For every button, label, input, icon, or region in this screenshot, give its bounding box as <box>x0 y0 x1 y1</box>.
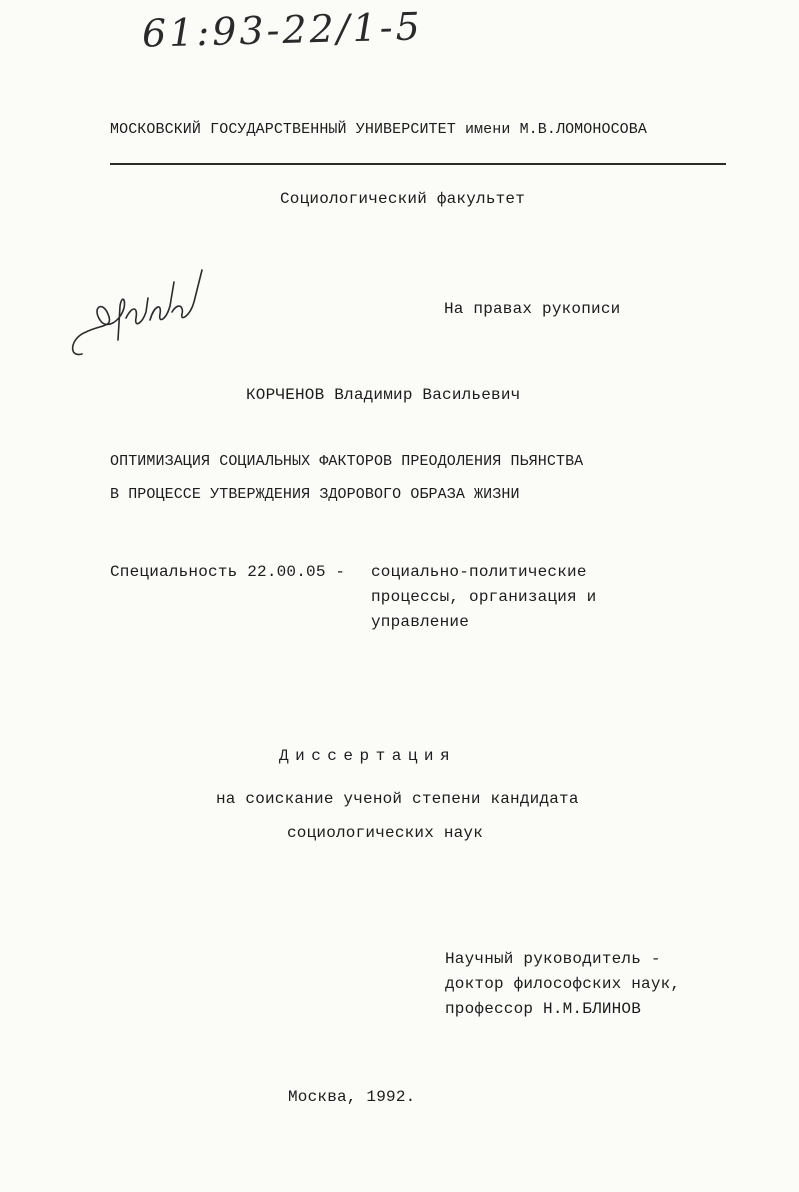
signature-drawing <box>62 262 222 372</box>
author-signature <box>62 262 222 372</box>
supervisor-line-1: Научный руководитель - <box>445 950 661 968</box>
degree-line-1: на соискание ученой степени кандидата <box>216 790 579 808</box>
supervisor-line-2: доктор философских наук, <box>445 975 681 993</box>
place-year: Москва, 1992. <box>288 1088 416 1106</box>
dissertation-title-line-1: ОПТИМИЗАЦИЯ СОЦИАЛЬНЫХ ФАКТОРОВ ПРЕОДОЛЕНИЯ ПЬЯНСТВА <box>110 453 584 470</box>
author-name: КОРЧЕНОВ Владимир Васильевич <box>246 386 521 404</box>
specialty-line-3: управление <box>371 613 470 631</box>
university-name: МОСКОВСКИЙ ГОСУДАРСТВЕННЫЙ УНИВЕРСИТЕТ имени М.В.ЛОМОНОСОВА <box>110 121 647 138</box>
supervisor-line-3: профессор Н.М.БЛИНОВ <box>445 1000 642 1018</box>
faculty-name: Социологический факультет <box>280 190 526 208</box>
dissertation-title-line-2: В ПРОЦЕССЕ УТВЕРЖДЕНИЯ ЗДОРОВОГО ОБРАЗА ЖИЗНИ <box>110 486 520 503</box>
manuscript-rights: На правах рукописи <box>444 300 621 318</box>
specialty-line-2: процессы, организация и <box>371 588 597 606</box>
degree-line-2: социологических наук <box>287 824 484 842</box>
specialty-line-1: социально-политические <box>371 563 587 581</box>
specialty-label: Специальность 22.00.05 - <box>110 563 346 581</box>
header-divider <box>110 163 726 165</box>
archive-code: 61:93-22/1-5 <box>141 4 424 56</box>
work-type: Диссертация <box>279 747 457 765</box>
